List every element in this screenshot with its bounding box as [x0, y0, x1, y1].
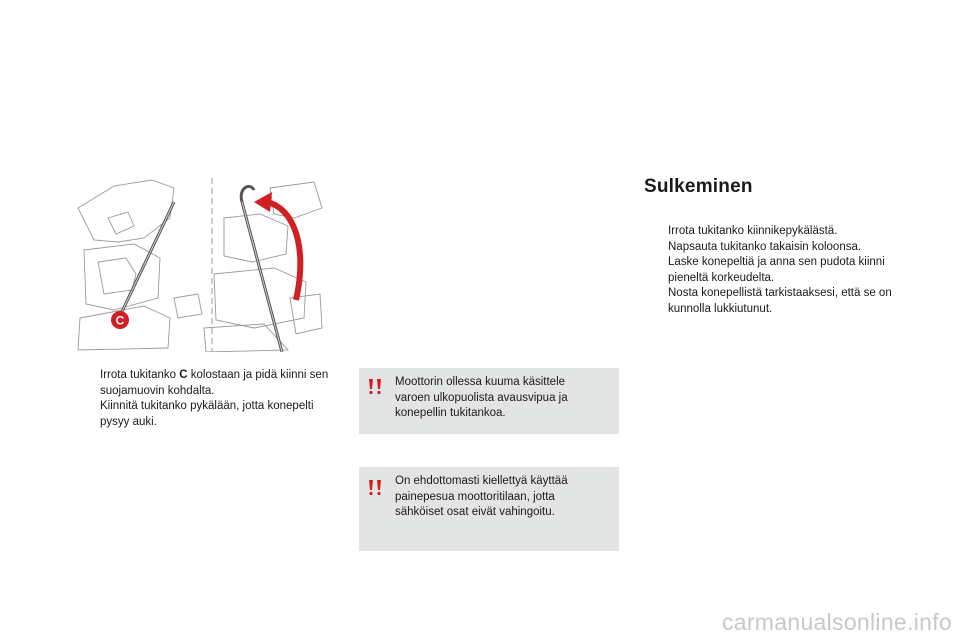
list-item — [645, 240, 905, 256]
warning-exclamation-icon — [366, 477, 386, 497]
list-item — [645, 224, 905, 240]
instruction-text: Laske konepeltiä ja anna sen pudota kiinni pieneltä korkeudelta. — [668, 256, 885, 284]
callout-reference: C — [179, 369, 188, 381]
engine-bay-drawing — [74, 178, 324, 352]
instruction-text: Irrota tukitanko kiinnikepykälästä. — [668, 225, 838, 237]
list-item — [77, 399, 332, 430]
instruction-text: Napsauta tukitanko takaisin koloonsa. — [668, 240, 862, 253]
warning-text: On ehdottomasti kiellettyä käyttää painepesua moottoritilaan, jotta sähköiset osat eivät vahingoitu. — [395, 475, 568, 519]
instruction-text: Irrota tukitanko — [100, 369, 180, 381]
watermark-link[interactable]: carmanualsonline.info — [721, 609, 952, 635]
list-item — [645, 286, 905, 317]
closing-instructions — [645, 224, 905, 318]
section-heading: Sulkeminen — [644, 176, 753, 197]
warning-box-pressure-wash — [359, 467, 619, 551]
warning-box-hot-engine — [359, 368, 619, 434]
raise-arrow-head — [254, 192, 272, 212]
instruction-text: Kiinnitä tukitanko pykälään, jotta konepelti pysyy auki. — [100, 400, 314, 428]
instruction-text: Nosta konepellistä tarkistaaksesi, että se on kunnolla lukkiutunut. — [668, 287, 892, 315]
hood-prop-rod-illustration — [74, 178, 324, 352]
instruction-text: kolostaan ja pidä kiinni sen suojamuovin kohdalta. — [100, 369, 329, 397]
warning-text: Moottorin ollessa kuuma käsittele varoen ulkopuolista avausvipua ja konepellin tukitankoa. — [395, 376, 568, 420]
list-item — [77, 368, 332, 399]
warning-exclamation-icon — [366, 376, 386, 396]
callout-c-label: C — [115, 313, 125, 328]
prop-rod-hook — [241, 186, 254, 202]
opening-instructions — [77, 368, 332, 430]
list-item — [645, 255, 905, 286]
